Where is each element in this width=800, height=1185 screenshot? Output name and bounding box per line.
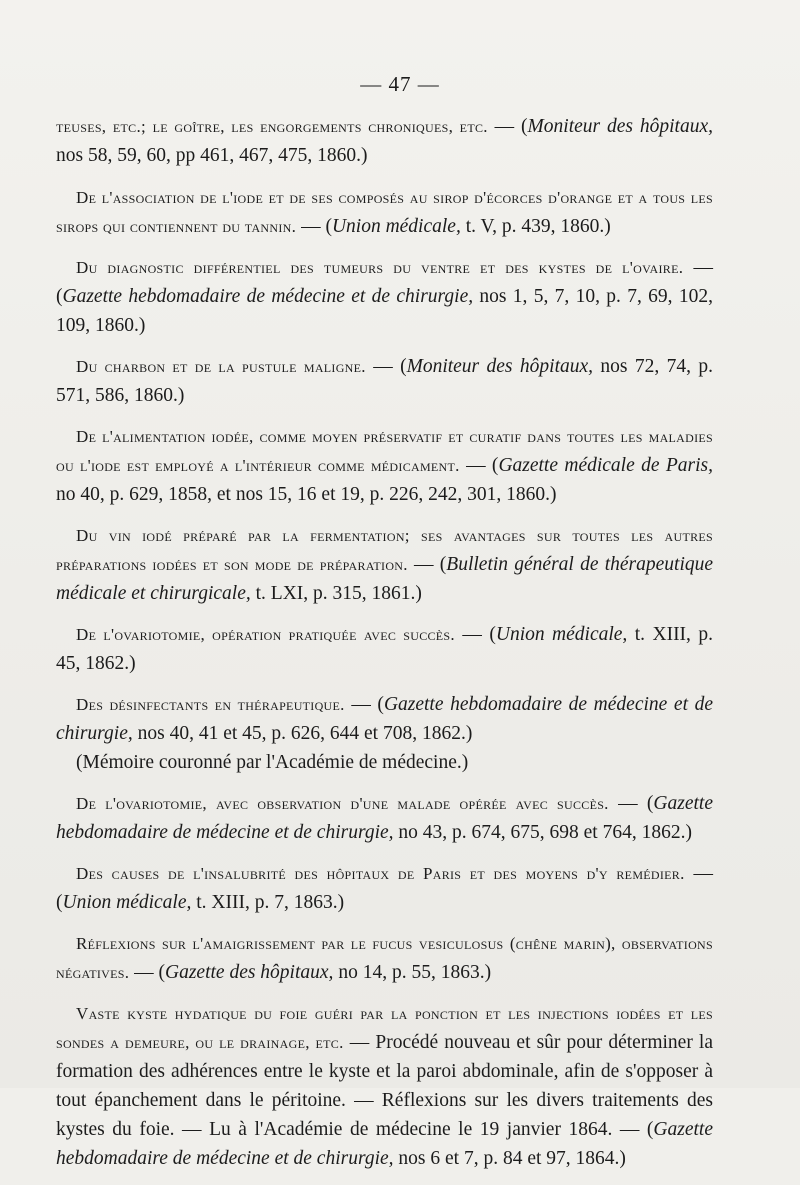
entry-citation: nos 6 et 7, p. 84 et 97, 1864.): [393, 1148, 626, 1169]
entry-source: Gazette médicale de Paris,: [498, 455, 713, 476]
entry-citation: t. LXI, p. 315, 1861.): [250, 583, 422, 604]
entry-citation: t. XIII, p. 45, 1862.): [56, 624, 713, 674]
bibliography-entry: [56, 253, 713, 340]
bibliography-entry: [56, 422, 713, 509]
entry-citation: no 14, p. 55, 1863.): [333, 962, 492, 983]
entry-source: Gazette des hôpitaux,: [165, 962, 334, 983]
entry-dash: — (: [129, 962, 165, 983]
entry-citation: nos 40, 41 et 45, p. 626, 644 et 708, 1862.): [132, 723, 473, 744]
bibliography-entry: [56, 183, 713, 241]
entry-title: Du diagnostic différentiel des tumeurs du ventre et des kystes de l'ovaire.: [76, 258, 684, 277]
entry-source: Gazette hebdomadaire de médecine et de chirurgie,: [56, 1119, 713, 1169]
entry-title: De l'alimentation iodée, comme moyen préservatif et curatif dans toutes les maladies ou l'iode est employé a l'intérieur comme médicament.: [56, 427, 713, 475]
bibliography-list: [56, 112, 713, 1185]
bibliography-entry: [56, 112, 713, 170]
bibliography-entry: [56, 929, 713, 987]
entry-dash: — (: [459, 455, 499, 476]
entry-citation: t. XIII, p. 7, 1863.): [191, 892, 345, 913]
bibliography-entry: [56, 352, 713, 410]
entry-source: Union médicale,: [331, 216, 461, 237]
entry-dash: — (: [56, 257, 714, 307]
entry-dash: — (: [454, 624, 496, 645]
entry-title: Des causes de l'insalubrité des hôpitaux de Paris et des moyens d'y remédier.: [76, 864, 685, 883]
entry-source: Moniteur des hôpitaux,: [527, 116, 713, 137]
entry-source: Gazette hebdomadaire de médecine et de chirurgie,: [56, 694, 714, 744]
page-number: — 47 —: [360, 72, 440, 96]
entry-dash: — (: [365, 356, 407, 377]
bibliography-entry: [56, 789, 713, 847]
entry-source: Bulletin général de thérapeutique médicale et chirurgicale,: [56, 554, 714, 604]
entry-title: Vaste kyste hydatique du foie guéri par la ponction et les injections iodées et les sondes a demeure, ou le drainage, etc.: [56, 1004, 713, 1052]
entry-source: Union médicale,: [62, 892, 192, 913]
entry-citation: no 40, p. 629, 1858, et nos 15, 16 et 19, p. 226, 242, 301, 1860.): [56, 484, 557, 505]
entry-title: Du vin iodé préparé par la fermentation; ses avantages sur toutes les autres préparations iodées et son mode de préparation.: [56, 526, 713, 574]
entry-title: De l'association de l'iode et de ses composés au sirop d'écorces d'orange et a tous les sirops qui contiennent du tannin.: [56, 188, 713, 236]
entry-citation: t. V, p. 439, 1860.): [460, 216, 611, 237]
bibliography-entry: [56, 999, 713, 1173]
entry-source: Gazette hebdomadaire de médecine et de chirurgie,: [56, 793, 713, 843]
bibliography-entry: [56, 690, 713, 777]
entry-citation: nos 1, 5, 7, 10, p. 7, 69, 102, 109, 1860.): [56, 286, 713, 336]
entry-dash: — (: [344, 694, 384, 715]
entry-title: De l'ovariotomie, opération pratiquée avec succès.: [76, 625, 455, 644]
entry-title: Des désinfectants en thérapeutique.: [76, 695, 345, 714]
entry-citation: nos 58, 59, 60, pp 461, 467, 475, 1860.): [56, 145, 368, 166]
entry-title: De l'ovariotomie, avec observation d'une malade opérée avec succès.: [76, 794, 609, 813]
entry-source: Union médicale,: [495, 624, 628, 645]
entry-title: teuses, etc.; le goître, les engorgements chroniques, etc.: [56, 117, 488, 136]
entry-description: — Procédé nouveau et sûr pour déterminer la formation des adhérences entre le kyste et la paroi abdominale, afin de s'opposer à tout épanchement dans le péritoine. — Réflexions sur les divers traitements des kystes du foie. — Lu à l'Académie de médecine le 19 janvier 1864. — (: [56, 1032, 713, 1140]
entry-dash: — (: [608, 793, 654, 814]
entry-dash: — (: [487, 116, 528, 137]
entry-source: Gazette hebdomadaire de médecine et de chirurgie,: [62, 286, 474, 307]
entry-dash: — (: [296, 216, 332, 237]
bibliography-entry: [56, 620, 713, 678]
entry-dash: — (: [407, 554, 447, 575]
entry-dash: — (: [56, 863, 713, 913]
bibliography-entry: [56, 521, 713, 608]
entry-title: Du charbon et de la pustule maligne.: [76, 357, 366, 376]
entry-source: Moniteur des hôpitaux,: [406, 356, 594, 377]
entry-citation: no 43, p. 674, 675, 698 et 764, 1862.): [393, 822, 692, 843]
entry-note: (Mémoire couronné par l'Académie de médecine.): [76, 752, 469, 773]
entry-citation: nos 72, 74, p. 571, 586, 1860.): [56, 356, 713, 406]
entry-title: Réflexions sur l'amaigrissement par le fucus vesiculosus (chêne marin), observations négatives.: [56, 934, 713, 982]
bibliography-entry: [56, 859, 713, 917]
